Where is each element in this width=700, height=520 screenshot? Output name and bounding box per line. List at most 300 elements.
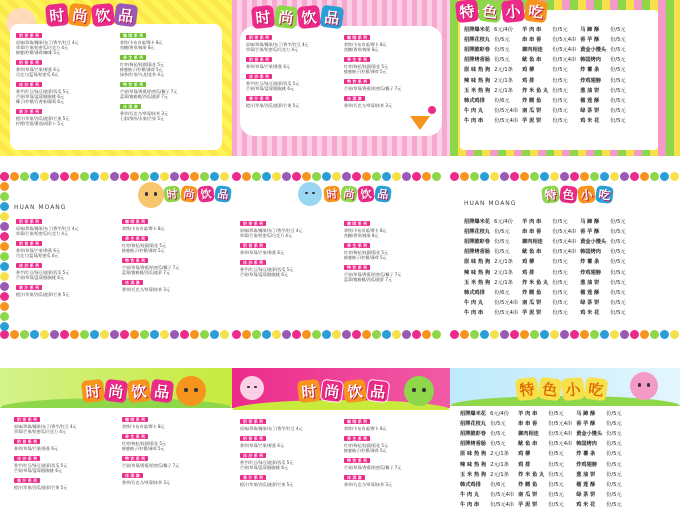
flower-icon [292,330,301,339]
flower-icon [252,172,261,181]
category-label: 奶 茶 系 列 [240,221,266,226]
flower-icon [352,330,361,339]
snack-panel-flower [450,172,680,340]
snack-price: 份/5元4串 [490,502,515,509]
snack-price: 份/5元 [606,441,622,448]
title-char: 饮 [297,5,321,29]
snack-name: 南 瓜 饼 [518,492,538,499]
category-label: 奶 昔 系 列 [16,60,42,65]
snack-name: 招牌爆米花 [464,218,490,225]
flower-icon [120,330,129,339]
flower-icon [0,292,9,301]
snack-name: 原 味 热 狗 [464,259,491,266]
menu-item: 原味/珍珠/椰果/布丁/香芋/红豆 4元 [16,226,79,231]
snack-name: 招牌烤香肠 [464,57,490,64]
menu-item: 拿铁/卡布奇诺/摩卡 8元 [122,226,165,231]
flower-icon [0,302,9,311]
flower-icon [272,172,281,181]
flower-icon [160,330,169,339]
snack-row [462,75,628,85]
snack-name: 炸 米 鱼 丸 [522,279,549,286]
snack-name: 韩式鸡排 [464,97,485,104]
snack-price: 2元/1条 [494,279,513,286]
menu-item: 原味/珍珠/椰果/布丁/香芋/红豆 4元 [246,42,309,47]
menu-panel-pink-stripes [232,0,450,156]
category-label: 奶 茶 系 列 [246,35,272,40]
title-char: 小 [501,0,525,23]
title-char: 品 [320,5,345,30]
flower-icon [220,172,229,181]
menu-item: 拿铁/卡布奇诺/摩卡 8元 [120,40,163,45]
snack-price: 份/5元 [490,441,506,448]
menu-item: 蓝莓/猕猴桃/西瓜/菠萝 7元 [120,94,168,99]
snack-row [458,469,624,479]
flower-icon [10,172,19,181]
flower-icon [262,172,271,181]
snack-row [462,226,628,236]
drink-col-left [14,412,114,490]
flower-icon [372,330,381,339]
snack-price: 份/5元 [552,108,568,115]
flower-icon [232,172,241,181]
snack-row [462,308,628,318]
flower-icon [450,330,459,339]
snack-price: 2元/1条 [494,87,513,94]
menu-item: 香草/草莓/芒果/香蕉 6元 [240,250,284,255]
menu-item: 芒果/草莓/蓝莓/猕猴桃 6元 [240,465,288,470]
snack-row [458,490,624,500]
menu-item: 香芋/红豆/绿豆/菠萝/西瓜 5元 [16,270,70,275]
flower-icon [530,172,539,181]
snack-row [462,116,628,126]
flower-icon [352,172,361,181]
category-label: 冰 淇 淋 [122,280,143,285]
snack-price: 份/5元 [610,87,626,94]
flower-icon [90,330,99,339]
menu-item: 蜂蜜柚子/柠檬/薄荷 5元 [344,69,387,74]
snack-row [458,479,624,489]
snack-name: 马 蹄 酥 [580,218,600,225]
category-label: 特 饮 系 列 [344,265,370,270]
menu-item: 拿铁/卡布奇诺/摩卡 8元 [344,426,387,431]
flower-icon [322,330,331,339]
snack-name: 马 蹄 酥 [576,410,596,417]
flower-icon [580,172,589,181]
snack-price: 份/5元 [610,300,626,307]
cartoon-face-icon [630,372,658,400]
snack-name: 鸡 米 花 [576,502,596,509]
title-char: 小 [561,377,585,401]
snack-row [458,459,624,469]
snack-name: 羊 肉 串 [518,410,538,417]
snack-name: 羊 肉 串 [522,218,542,225]
flower-border-bottom [0,330,232,340]
snack-name: 原 味 热 狗 [464,67,491,74]
flower-icon [590,330,599,339]
category-label: 奶 茶 系 列 [14,417,40,422]
flower-icon [630,330,639,339]
snack-price: 份/5元 [552,289,568,296]
cocktail-glass-icon [410,116,430,130]
category-label: 冰 淇 淋 [120,104,141,109]
flower-icon [272,330,281,339]
flower-icon [0,212,9,221]
title-char: 品 [374,185,392,203]
snack-row [462,236,628,246]
snack-price: 份/5元 [494,249,510,256]
flower-icon [550,330,559,339]
flower-icon [412,172,421,181]
snack-price: 份/5元4串 [552,46,577,53]
flower-icon [0,272,9,281]
flower-icon [70,172,79,181]
snack-price: 份/5元 [606,481,622,488]
snack-name: 御肉相连 [522,238,543,245]
menu-item: 芒果/草莓/香蕉/哈密瓜/椰子 7元 [344,465,402,470]
title-char: 尚 [274,5,299,30]
flower-icon [0,282,9,291]
snack-price: 份/5元 [610,57,626,64]
title-char: 时 [163,185,181,203]
flower-icon [660,330,669,339]
category-label: 奶 茶 系 列 [16,33,42,38]
snack-price: 份/5元 [494,46,510,53]
snack-price: 6元/4份 [494,26,513,33]
drink-col-right [344,414,444,487]
menu-item: 橙汁/苹果/西瓜/菠萝/芒果 5元 [246,103,300,108]
menu-item: 焦糖/香草/榛果 8元 [344,47,379,52]
flower-icon [200,330,209,339]
flower-icon [30,172,39,181]
snack-name: 芋 泥 饼 [522,310,542,317]
title-char: 饮 [91,3,115,27]
menu-item: 蓝莓/猕猴桃/西瓜/菠萝 7元 [344,277,392,282]
menu-item: 芒果/草莓/香蕉/哈密瓜/椰子 7元 [122,265,180,270]
category-label: 冰 沙 系 列 [16,82,42,87]
snack-name: 羊 肉 串 [522,26,542,33]
snack-price: 份/5元 [548,502,564,509]
flower-icon [392,330,401,339]
flower-icon [190,172,199,181]
flower-icon [402,172,411,181]
flower-icon [600,330,609,339]
category-label: 果 汁 系 列 [246,96,272,101]
flower-icon [362,172,371,181]
title-char: 时 [297,379,321,403]
drinks-title [82,380,173,402]
snack-name: 南 瓜 饼 [522,108,542,115]
flower-icon [332,172,341,181]
menu-item: 香草/巧克力/草莓/抹茶 3元 [344,482,392,487]
drinks-title [298,380,389,402]
category-label: 特 饮 系 列 [120,82,146,87]
snack-name: 辣 味 热 狗 [460,461,487,468]
flower-border-top [0,172,232,182]
title-char: 小 [577,185,596,204]
snack-name: 原 味 热 狗 [460,451,487,458]
snack-name: 葱 油 饼 [580,87,600,94]
snack-row [462,95,628,105]
menu-item: 芒果/草莓/香蕉/哈密瓜/椰子 7元 [120,89,178,94]
flower-icon [450,172,459,181]
title-char: 时 [251,5,275,29]
snack-row [462,106,628,116]
title-char: 时 [81,379,105,403]
flower-icon [312,330,321,339]
snack-name: 芋 泥 饼 [522,118,542,125]
flower-icon [20,172,29,181]
flower-icon [0,202,9,211]
snack-price: 2元/1条 [490,451,509,458]
flower-icon [560,172,569,181]
menu-item: 蜂蜜柚子/柠檬/薄荷 5元 [120,67,163,72]
flower-icon [640,330,649,339]
flower-border-left [0,172,10,340]
flower-icon [60,172,69,181]
snack-price: 份/5元 [552,279,568,286]
snack-price: 份/5元 [610,238,626,245]
flower-icon [292,172,301,181]
flower-icon [550,172,559,181]
flower-icon [432,330,441,339]
menu-item: 芒果/草莓/香蕉/哈密瓜/椰子 7元 [344,272,402,277]
menu-item: 红枣/枸杞/桂圆/菊花 5元 [344,443,388,448]
flower-icon [540,172,549,181]
menu-item: 拿铁/卡布奇诺/摩卡 8元 [344,42,387,47]
snack-price: 份/5元 [610,108,626,115]
flower-icon [560,330,569,339]
snack-name: 炸 薯 条 [580,259,600,266]
snack-name: 炸 鳕 鱼 [518,481,538,488]
flower-icon [40,172,49,181]
snack-panel-sky [450,368,680,520]
snack-row [462,287,628,297]
title-char: 时 [323,185,341,203]
flower-icon [40,330,49,339]
snack-price: 2元/1条 [490,461,509,468]
menu-item: 拿铁/卡布奇诺/摩卡 8元 [344,228,387,233]
menu-item: 巧克力/蓝莓/哈密瓜 6元 [16,253,59,258]
category-label: 咖 啡 系 列 [344,419,370,424]
flower-icon [0,312,9,321]
snack-name: 鸡 排 [522,269,535,276]
category-label: 特 饮 系 列 [122,258,148,263]
category-label: 奶 茶 系 列 [16,219,42,224]
snack-name: 绿 茶 饼 [580,300,600,307]
snack-price: 份/5元 [552,67,568,74]
category-label: 特 饮 系 列 [344,458,370,463]
flower-icon [0,262,9,271]
flower-icon [50,172,59,181]
snack-price: 份/5元4串 [494,300,519,307]
flower-icon [90,172,99,181]
flower-icon [0,322,9,331]
menu-item: 芒果/草莓/蓝莓/猕猴桃 6元 [16,275,64,280]
flower-icon [392,172,401,181]
menu-panel-flower [0,172,232,340]
flower-icon [150,330,159,339]
flower-icon [650,330,659,339]
snack-name: 香 芋 酥 [580,228,600,235]
snack-row [462,55,628,65]
snack-name: 绿 茶 饼 [580,108,600,115]
title-char: 品 [366,379,391,404]
flower-icon [372,172,381,181]
drink-col-left [16,28,116,126]
snack-name: 韩国烤肉 [576,441,597,448]
snack-price: 份/5元 [610,310,626,317]
category-label: 养 生 系 列 [344,57,370,62]
brand-text: HUAN MOANG [14,204,67,211]
snack-price: 份/5元 [606,410,622,417]
menu-item: 香芋/红豆/绿豆/菠萝/西瓜 5元 [240,267,294,272]
category-label: 果 汁 系 列 [14,478,40,483]
snack-name: 串 串 香 [522,36,542,43]
category-label: 冰 沙 系 列 [16,263,42,268]
snack-name: 鱿 鱼 串 [522,57,542,64]
category-label: 冰 沙 系 列 [240,453,266,458]
snack-name: 香 芋 酥 [580,36,600,43]
title-char: 尚 [104,379,129,404]
title-char: 饮 [357,185,375,203]
snack-price: 份/5元 [606,471,622,478]
flower-icon [70,330,79,339]
flower-icon [282,172,291,181]
flower-icon [630,172,639,181]
title-char: 饮 [197,185,215,203]
snack-price: 份/5元 [606,430,622,437]
flower-border-top [232,172,450,182]
category-label: 奶 茶 系 列 [240,419,266,424]
flower-icon [342,172,351,181]
category-label: 咖 啡 系 列 [122,417,148,422]
snack-name: 玉 米 热 狗 [464,87,491,94]
snack-price: 份/5元 [548,492,564,499]
drink-col-left [240,414,338,487]
decor-circle [428,106,436,114]
title-char: 色 [538,377,563,402]
snack-name: 鱿 鱼 串 [518,441,538,448]
snack-price: 2元/1条 [494,269,513,276]
menu-item: 草莓/芒果/哈密瓜/巧克力 4元 [246,47,298,52]
snack-name: 韩式鸡排 [464,289,485,296]
snack-name: 炸鸡翅膀 [580,269,601,276]
snack-name: 鸡 柳 [518,451,531,458]
menu-item: 拿铁/卡布奇诺/摩卡 8元 [122,424,165,429]
snack-price: 6元/4份 [494,218,513,225]
flower-icon [0,222,9,231]
snack-name: 葱 油 饼 [580,279,600,286]
category-label: 果 汁 系 列 [16,109,42,114]
snack-name: 炸 鳕 鱼 [522,97,542,104]
flower-icon [170,330,179,339]
flower-icon [80,172,89,181]
snack-price: 份/5元 [610,46,626,53]
flower-icon [30,330,39,339]
flower-icon [382,330,391,339]
flower-icon [332,330,341,339]
category-label: 果 汁 系 列 [240,475,266,480]
drinks-title [252,6,343,28]
flower-icon [432,172,441,181]
drink-col-right [120,28,218,121]
menu-item: 香草/巧克力/草莓/抹茶 3元 [120,111,168,116]
snack-name: 鸡 排 [518,461,531,468]
snack-price: 份/5元 [490,430,506,437]
cat-character-icon [240,376,264,400]
snack-row [462,247,628,257]
menu-item: 橙汁/苹果/西瓜/菠萝/芒果 5元 [16,292,70,297]
category-label: 奶 昔 系 列 [240,243,266,248]
snack-price: 份/5元 [610,279,626,286]
menu-panel-magenta [232,368,450,520]
menu-item: 香草/草莓/芒果/香蕉 6元 [240,443,284,448]
snack-name: 葱 油 饼 [576,471,596,478]
drink-col-right [122,214,222,292]
flower-icon [422,172,431,181]
snack-price: 份/5元 [494,228,510,235]
snack-row [458,449,624,459]
cartoon-face-icon [176,376,206,406]
flower-icon [282,330,291,339]
menu-item: 芒果/草莓/蓝莓/猕猴桃 6元 [246,86,294,91]
title-char: 特 [541,185,560,204]
menu-item: 绿茶/红茶/乌龙/花茶 4元 [120,72,164,77]
snack-name: 牛 肉 丸 [460,492,480,499]
drink-col-left [16,214,114,297]
flower-icon [0,182,9,191]
snack-row [462,65,628,75]
menu-item: 蜂蜜柚子/柠檬/薄荷 5元 [122,446,165,451]
snack-name: 鸡 柳 [522,259,535,266]
flower-icon [110,330,119,339]
snack-name: 招牌脆虾卷 [464,46,490,53]
menu-item: 七彩/缤纷/水果/芒果 5元 [120,116,164,121]
menu-item: 蜂蜜/柠檬/薄荷/咖啡 5元 [16,50,60,55]
cartoon-face-icon [404,376,434,406]
menu-item: 蜂蜜柚子/柠檬/薄荷 5元 [344,448,387,453]
menu-item: 芒果/草莓/香蕉/哈密瓜/椰子 7元 [344,86,402,91]
snack-name: 榴 莲 酥 [576,481,596,488]
menu-item: 原味/珍珠/椰果/布丁/香芋/红豆 4元 [240,228,303,233]
snack-name: 牛 肉 串 [460,502,480,509]
menu-item: 蜂蜜柚子/柠檬/薄荷 5元 [122,248,165,253]
cartoon-face-icon [298,182,322,206]
snack-name: 招牌爆米花 [460,410,486,417]
snack-name: 炸 薯 条 [576,451,596,458]
snack-name: 南 瓜 饼 [522,300,542,307]
snack-row [458,408,624,418]
snack-price: 份/5元 [610,249,626,256]
menu-item: 芒果/草莓/蓝莓/猕猴桃 6元 [14,468,62,473]
snack-price: 份/5元4串 [552,238,577,245]
menu-item: 草莓/芒果/哈密瓜/巧克力 4元 [16,231,68,236]
menu-item: 草莓/芒果/哈密瓜/巧克力 4元 [240,233,292,238]
snack-row [458,500,624,510]
flower-icon [470,172,479,181]
flower-icon [412,330,421,339]
title-char: 品 [150,379,175,404]
snack-name: 韩式鸡排 [460,481,481,488]
category-label: 特 饮 系 列 [122,456,148,461]
cartoon-face-icon [138,182,164,208]
panel-gap [0,340,700,368]
flower-icon [490,330,499,339]
snack-price: 份/5元 [548,481,564,488]
snack-row [462,85,628,95]
drink-col-right [122,412,222,485]
snack-price: 份/5元 [610,228,626,235]
